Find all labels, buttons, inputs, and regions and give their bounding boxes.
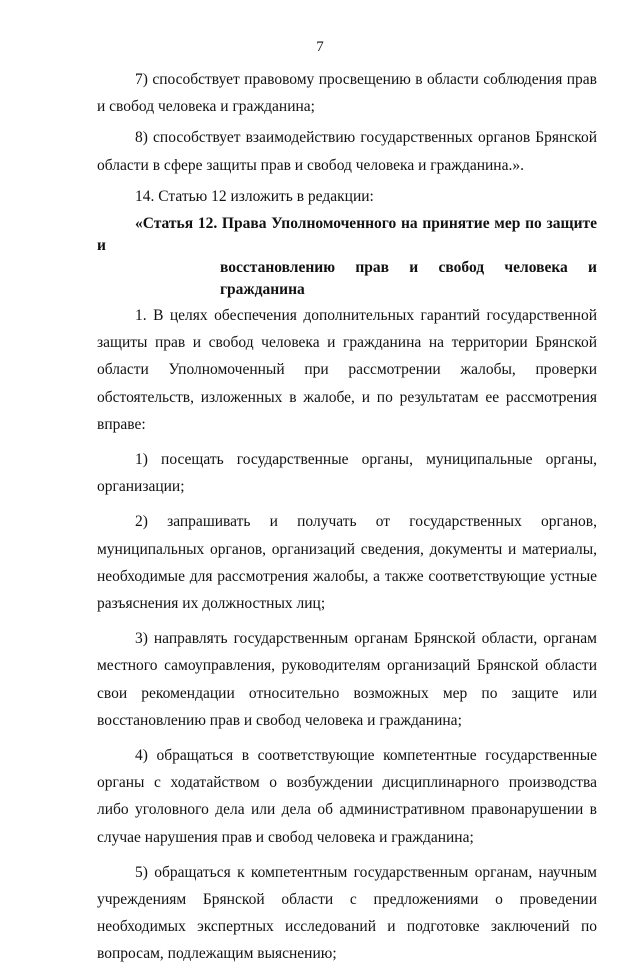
paragraph-amendment-14: 14. Статью 12 изложить в редакции: xyxy=(135,187,374,205)
article-heading xyxy=(97,213,597,301)
article-subitem-1: 1) посещать государственные органы, муниципальные органы, организации; xyxy=(97,451,597,496)
article-subitem-2: 2) запрашивать и получать от государственных органов, муниципальных органов, организаций сведения, документы и материалы, необходимые для рассмотрения жалобы, а также соответствующие устные разъяснения их должностных лиц; xyxy=(97,513,597,613)
article-subitem-4: 4) обращаться в соответствующие компетентные государственные органы с ходатайством о возбуждении дисциплинарного производства либо уголовного дела или дела об административном правонарушении в случае нарушения прав и свобод человека и гражданина; xyxy=(97,747,597,846)
page-number: 7 xyxy=(316,39,324,55)
paragraph-item-8: 8) способствует взаимодействию государственных органов Брянской области в сфере защиты прав и свобод человека и гражданина.». xyxy=(97,129,597,174)
article-heading-line2: восстановлению прав и свобод человека и гражданина xyxy=(220,259,597,299)
paragraph-item-7: 7) способствует правовому просвещению в области соблюдения прав и свобод человека и гражданина; xyxy=(97,71,597,116)
article-clause-1: 1. В целях обеспечения дополнительных гарантий государственной защиты прав и свобод человека и гражданина на территории Брянской области Уполномоченный при рассмотрении жалобы, проверки обстоятельств, изложенных в жалобе, и по результатам ее рассмотрения вправе: xyxy=(97,307,597,433)
article-subitem-5: 5) обращаться к компетентным государственным органам, научным учреждениям Брянской области с предложениями о проведении необходимых экспертных исследований и подготовке заключений по вопросам, подлежащим выяснению; xyxy=(97,863,597,963)
article-heading-line1: «Статья 12. Права Уполномоченного на принятие мер по защите и xyxy=(97,215,597,255)
document-body xyxy=(97,66,597,968)
article-subitem-3: 3) направлять государственным органам Брянской области, органам местного самоуправления, руководителям организаций Брянской области свои рекомендации относительно возможных мер по защите или восстановлению прав и свобод человека и гражданина; xyxy=(97,630,597,729)
